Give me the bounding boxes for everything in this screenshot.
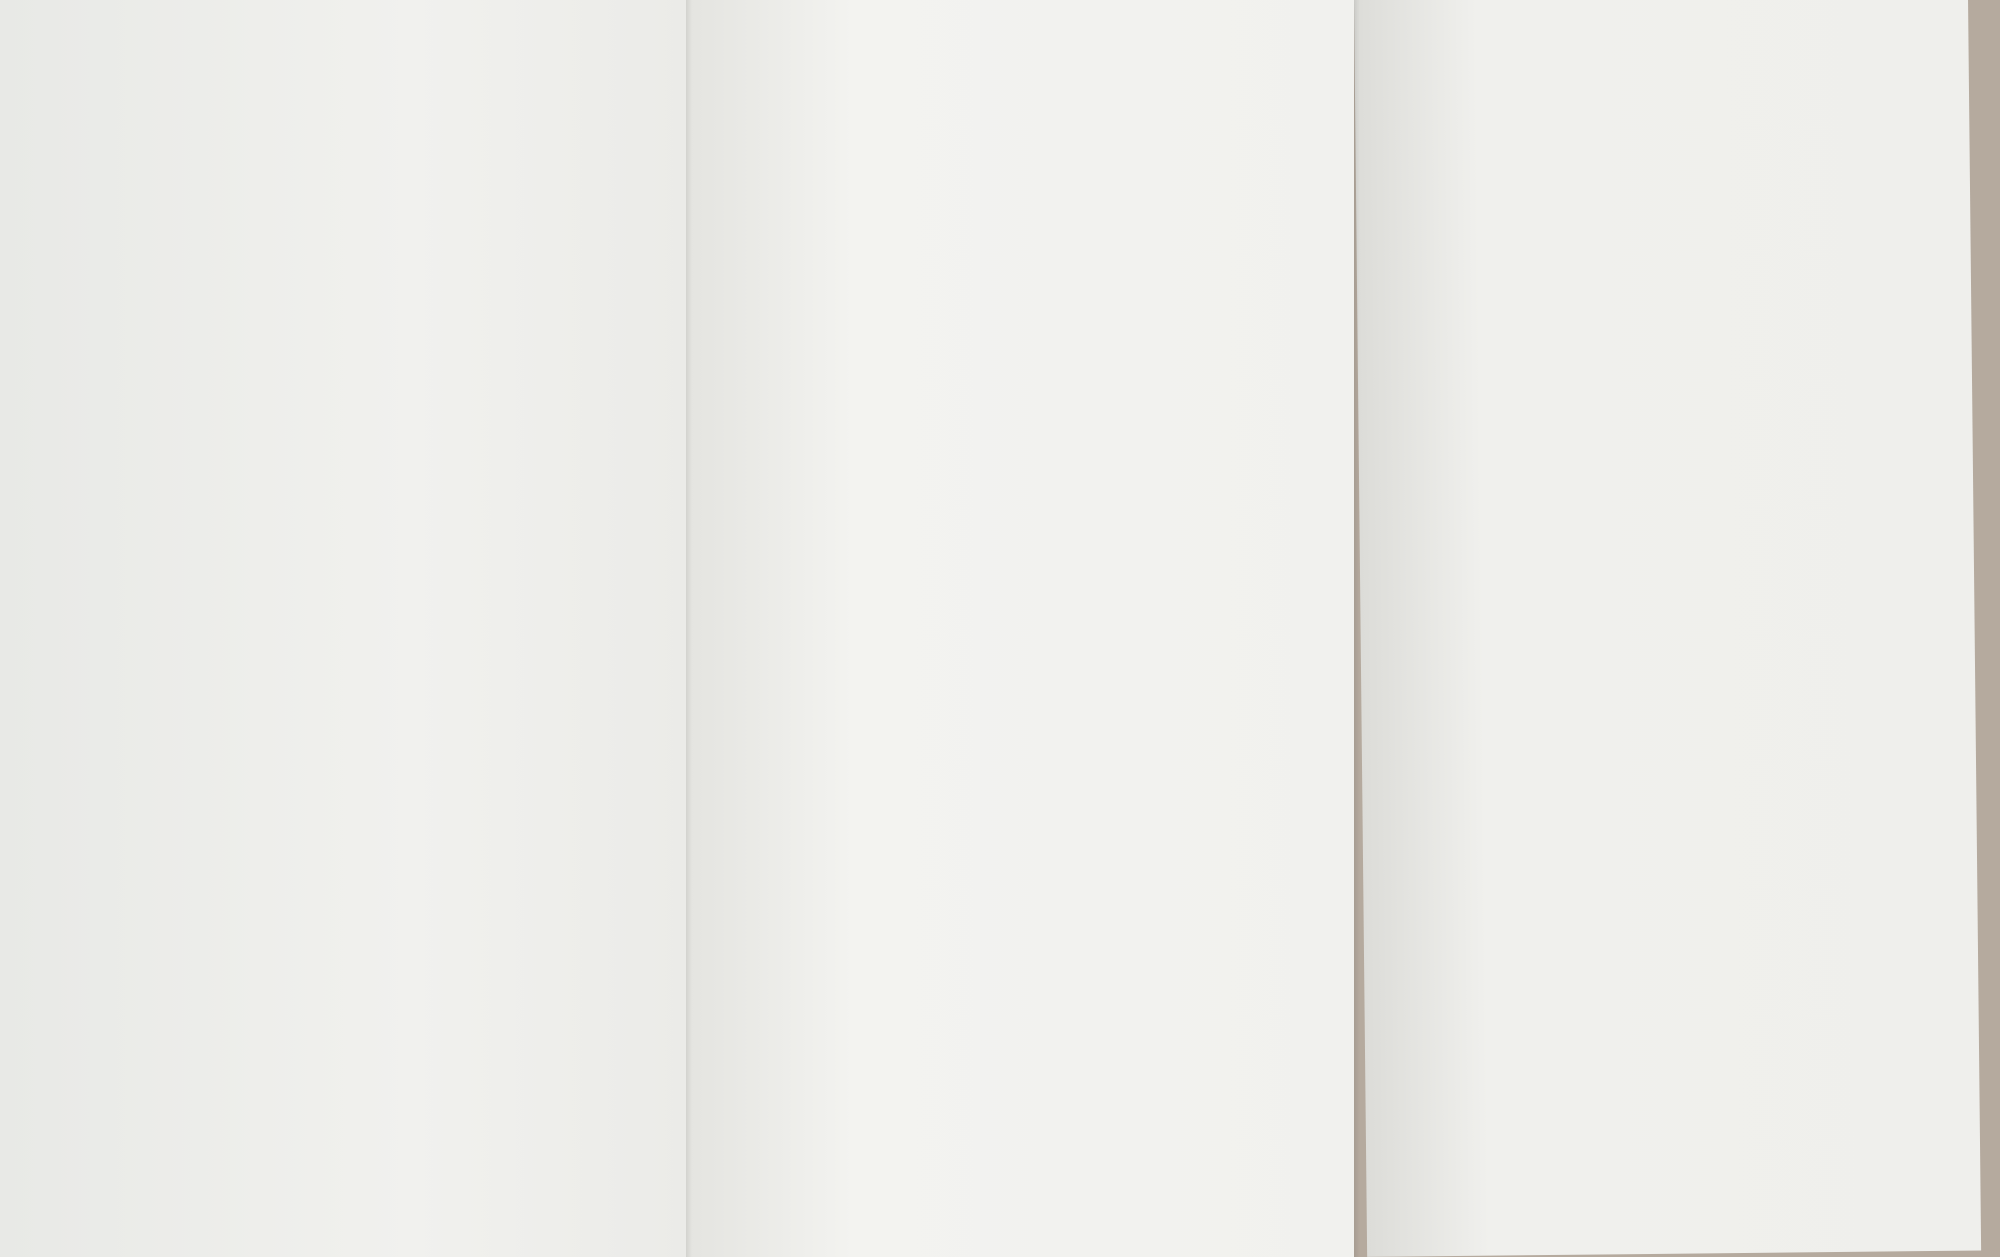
menu-panel-left: [0, 0, 686, 1257]
menu-panel-right: [1354, 0, 1981, 1257]
menu-panel-center: [686, 0, 1354, 1257]
fold-shadow: [686, 0, 692, 1257]
fold-shadow: [1354, 0, 1360, 1257]
